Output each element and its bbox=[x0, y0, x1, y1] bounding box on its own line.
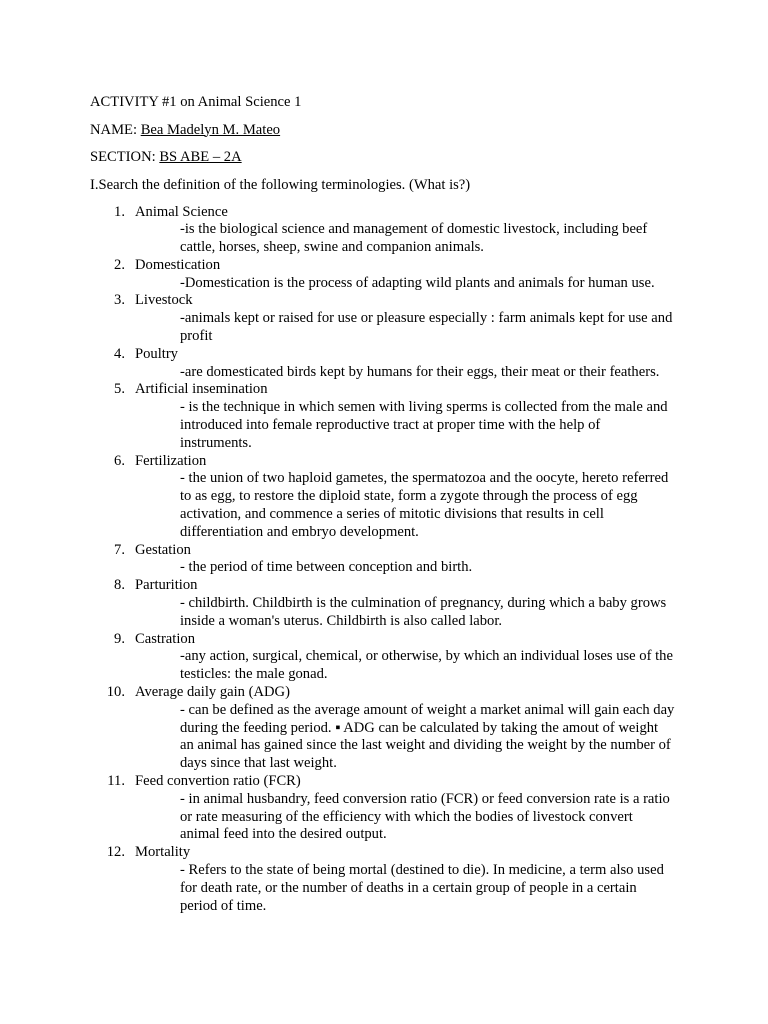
term-definition: - is the technique in which semen with living sperms is collected from the male and introduced into female reproductive tract at proper time with the help of instruments. bbox=[180, 399, 668, 451]
term-name: Parturition bbox=[135, 577, 198, 594]
term-definition: -any action, surgical, chemical, or otherwise, by which an individual loses use of the testicles: the male gonad. bbox=[180, 648, 673, 683]
section-line bbox=[90, 148, 700, 166]
term-number: 10. bbox=[106, 684, 125, 701]
term-number: 8. bbox=[114, 577, 125, 594]
term-name: Domestication bbox=[135, 256, 221, 273]
list-item bbox=[90, 453, 700, 542]
term-number: 11. bbox=[107, 773, 125, 789]
term-heading bbox=[90, 773, 700, 791]
name-line bbox=[90, 121, 700, 139]
term-definition: -are domesticated birds kept by humans for their eggs, their meat or their feathers. bbox=[180, 363, 660, 380]
term-heading bbox=[90, 631, 700, 649]
list-item bbox=[90, 773, 700, 844]
term-definition: - childbirth. Childbirth is the culmination of pregnancy, during which a baby grows inside a woman's uterus. Childbirth is also called labor. bbox=[180, 595, 667, 629]
term-definition: -animals kept or raised for use or pleasure especially : farm animals kept for use and profit bbox=[180, 310, 673, 345]
list-item bbox=[90, 292, 700, 345]
term-heading bbox=[90, 844, 700, 862]
terminology-list bbox=[90, 204, 700, 916]
term-heading bbox=[90, 453, 700, 471]
term-definition: - the period of time between conception and birth. bbox=[180, 559, 473, 576]
name-label: NAME: bbox=[90, 121, 141, 138]
section-label: SECTION: bbox=[90, 149, 160, 165]
term-name: Gestation bbox=[135, 541, 191, 558]
term-number: 12. bbox=[106, 844, 125, 861]
list-item bbox=[90, 257, 700, 293]
term-number: 4. bbox=[114, 345, 125, 362]
term-definition: -Domestication is the process of adapting wild plants and animals for human use. bbox=[180, 274, 655, 291]
term-name: Mortality bbox=[135, 844, 191, 861]
list-item bbox=[90, 844, 700, 915]
document-body bbox=[90, 93, 700, 915]
term-name: Castration bbox=[135, 630, 195, 647]
term-definition: - the union of two haploid gametes, the spermatozoa and the oocyte, hereto referred to as egg, to restore the diploid state, form a zygote through the process of egg activation, and commence a series of mitotic divisions that results in cell differentiation and embryo development. bbox=[180, 470, 669, 540]
term-name: Animal Science bbox=[135, 203, 228, 220]
term-name: Feed convertion ratio (FCR) bbox=[135, 773, 301, 789]
list-item bbox=[90, 204, 700, 257]
list-item bbox=[90, 577, 700, 630]
list-item bbox=[90, 542, 700, 578]
term-number: 5. bbox=[114, 381, 125, 398]
list-item bbox=[90, 381, 700, 452]
term-definition: - Refers to the state of being mortal (destined to die). In medicine, a term also used for death rate, or the number of deaths in a certain group of people in a certain period of time. bbox=[180, 861, 664, 914]
term-heading bbox=[90, 577, 700, 595]
term-definition: - can be defined as the average amount of weight a market animal will gain each day during the feeding period. ▪ ADG can be calculated by taking the amout of weight an animal has gained since the last weight and dividing the weight by the number of days since that last weight. bbox=[180, 701, 675, 772]
term-number: 7. bbox=[114, 541, 125, 558]
term-number: 9. bbox=[114, 630, 125, 647]
term-heading bbox=[90, 542, 700, 560]
term-name: Fertilization bbox=[135, 452, 207, 469]
term-heading bbox=[90, 684, 700, 702]
term-name: Average daily gain (ADG) bbox=[135, 684, 290, 701]
term-heading bbox=[90, 204, 700, 222]
term-number: 1. bbox=[114, 203, 125, 220]
term-definition: -is the biological science and management of domestic livestock, including beef cattle, horses, sheep, swine and companion animals. bbox=[180, 221, 648, 256]
term-definition: - in animal husbandry, feed conversion ratio (FCR) or feed conversion rate is a ratio or rate measuring of the efficiency with which the bodies of livestock convert animal feed into the desired output. bbox=[180, 790, 670, 843]
term-name: Livestock bbox=[135, 292, 193, 309]
section-value: BS ABE – 2A bbox=[159, 149, 242, 165]
list-item bbox=[90, 346, 700, 382]
term-heading bbox=[90, 381, 700, 399]
list-item bbox=[90, 684, 700, 773]
instruction-text: I.Search the definition of the following terminologies. (What is?) bbox=[90, 176, 471, 193]
list-item bbox=[90, 631, 700, 684]
term-number: 3. bbox=[114, 292, 125, 309]
term-heading bbox=[90, 257, 700, 275]
term-heading bbox=[90, 292, 700, 310]
name-value: Bea Madelyn M. Mateo bbox=[140, 121, 281, 138]
activity-title: ACTIVITY #1 on Animal Science 1 bbox=[90, 94, 302, 110]
term-number: 2. bbox=[114, 256, 125, 273]
term-name: Poultry bbox=[135, 345, 178, 362]
term-name: Artificial insemination bbox=[135, 381, 268, 398]
term-number: 6. bbox=[114, 452, 125, 469]
term-heading bbox=[90, 346, 700, 364]
